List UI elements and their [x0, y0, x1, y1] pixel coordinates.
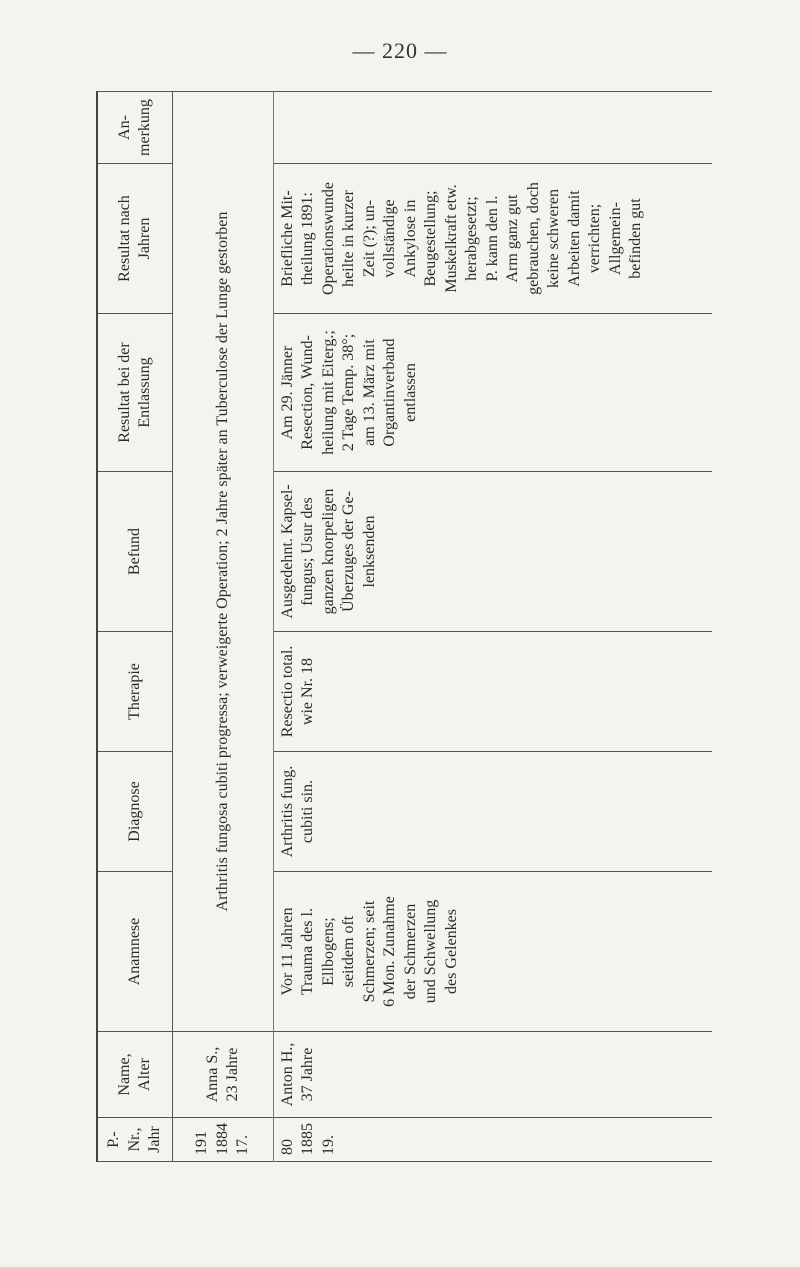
table-row [274, 92, 713, 1162]
row1-nr: 191 1884 17. [173, 1118, 274, 1162]
row1-name: Anna S., 23 Jahre [173, 1032, 274, 1118]
header-befund: Befund [97, 472, 173, 632]
row2-anmerkung [274, 92, 713, 164]
header-jahren: Resultat nach Jahren [97, 164, 173, 314]
row2-therapie: Resectio total. wie Nr. 18 [274, 632, 713, 752]
row2-name: Anton H., 37 Jahre [274, 1032, 713, 1118]
header-entlassung: Resultat bei der Entlassung [97, 314, 173, 472]
header-diagnose: Diagnose [97, 752, 173, 872]
row2-diagnose: Arthritis fung. cubiti sin. [274, 752, 713, 872]
row2-befund: Ausgedehnt. Kapsel- fungus; Usur des ganzen knorpeligen Überzuges der Ge- lenksenden [274, 472, 713, 632]
table-row [173, 92, 274, 1162]
header-anmerkung: An- merkung [97, 92, 173, 164]
rotated-table [96, 92, 756, 1162]
patient-table [96, 91, 712, 1162]
row2-nr: 80 1885 19. [274, 1118, 713, 1162]
row1-note: Arthritis fungosa cubiti progressa; verweigerte Operation; 2 Jahre später an Tuberculose der Lunge gestorben [173, 92, 274, 1032]
page-number: — 220 — [352, 38, 448, 63]
header-row [97, 92, 173, 1162]
header-nr: P.-Nr., Jahr [97, 1118, 173, 1162]
row2-anamnese: Vor 11 Jahren Trauma des l. Ellbogens; seitdem oft Schmerzen; seit 6 Mon. Zunahme der Schmerzen und Schwellung des Gelenkes [274, 872, 713, 1032]
row2-jahren: Briefliche Mit- theilung 1891: Operationswunde heilte in kurzer Zeit (?); un- vollständige Ankylose in Beugestellung; Muskelkraft etw. herabgesetzt; P. kann den l. Arm ganz gut gebrauchen, doch keine schweren Arbeiten damit verrichten; Allgemein- befinden gut [274, 164, 713, 314]
header-therapie: Therapie [97, 632, 173, 752]
header-name: Name, Alter [97, 1032, 173, 1118]
row2-entlassung: Am 29. Jänner Resection, Wund- heilung mit Eiterg.; 2 Tage Temp. 38°; am 13. März mit Organtinverband entlassen [274, 314, 713, 472]
header-anamnese: Anamnese [97, 872, 173, 1032]
